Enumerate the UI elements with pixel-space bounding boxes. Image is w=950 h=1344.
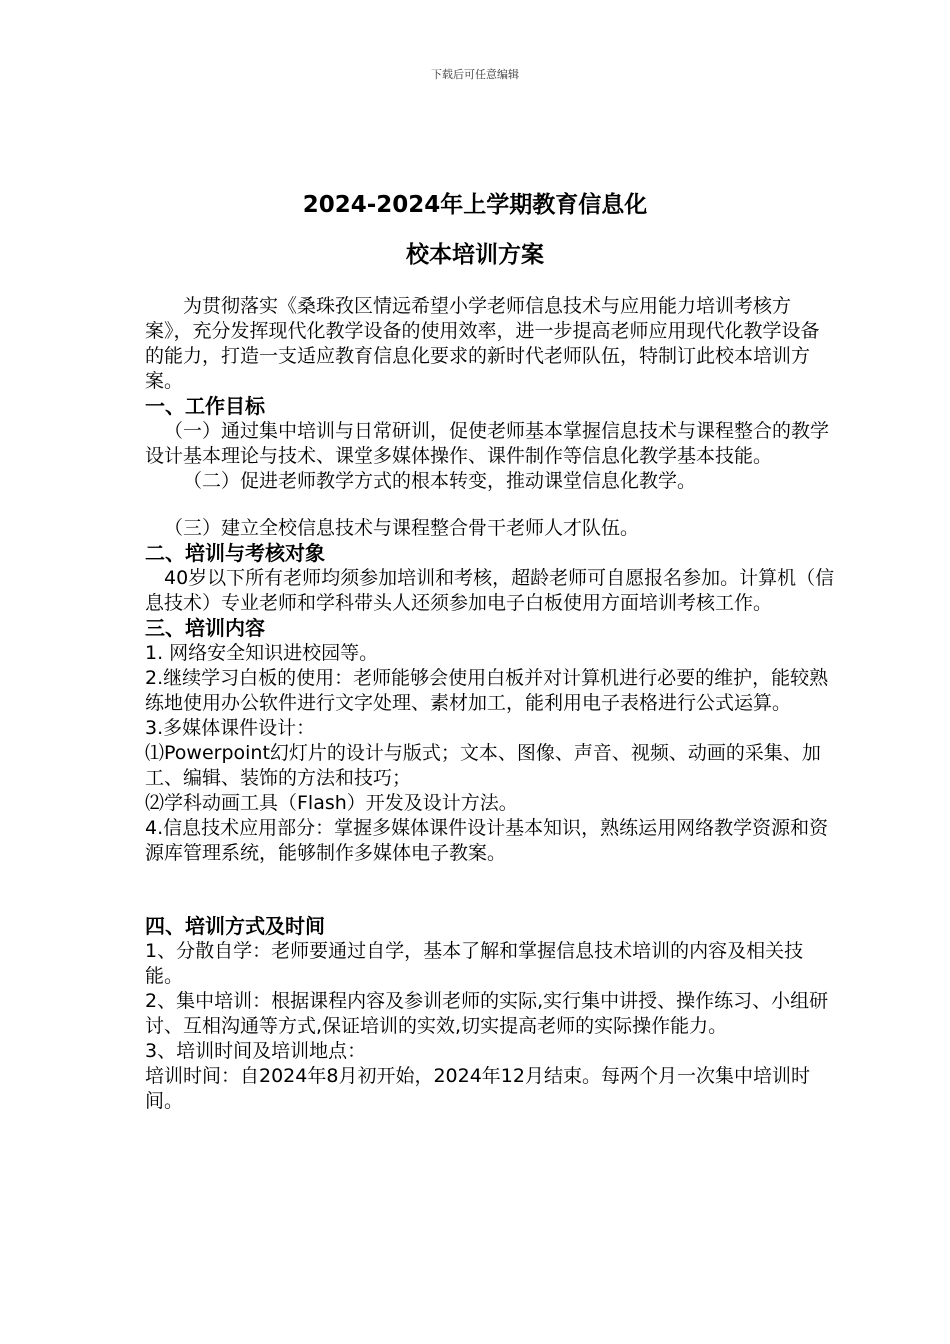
content-item-3-2: ⑵学科动画工具（Flash）开发及设计方法。 bbox=[145, 792, 518, 814]
goal-item-2: （二）促进老师教学方式的根本转变，推动课堂信息化教学。 bbox=[183, 470, 697, 492]
page-header-note: 下载后可任意编辑 bbox=[431, 68, 519, 81]
content-item-2: 2.继续学习白板的使用：老师能够会使用白板并对计算机进行必要的维护，能较熟练地使用办公软件进行文字处理、素材加工，能利用电子表格进行公式运算。 bbox=[145, 667, 829, 714]
document-body bbox=[145, 294, 835, 1114]
goal-item-3: （三）建立全校信息技术与课程整合骨干老师人才队伍。 bbox=[164, 517, 640, 539]
section-heading-goals: 一、工作目标 bbox=[145, 394, 265, 418]
content-item-1: 1. 网络安全知识进校园等。 bbox=[145, 642, 379, 664]
method-item-1: 1、分散自学：老师要通过自学，基本了解和掌握信息技术培训的内容及相关技能。 bbox=[145, 940, 804, 987]
section-heading-methods: 四、培训方式及时间 bbox=[145, 914, 325, 938]
paragraph-gap bbox=[145, 494, 835, 516]
section-gap bbox=[145, 866, 835, 914]
content-item-3: 3.多媒体课件设计： bbox=[145, 717, 316, 739]
goal-item-1: （一）通过集中培训与日常研训，促使老师基本掌握信息技术与课程整合的教学设计基本理论与技术、课堂多媒体操作、课件制作等信息化教学基本技能。 bbox=[145, 420, 830, 467]
intro-paragraph: 为贯彻落实《桑珠孜区情远希望小学老师信息技术与应用能力培训考核方案》，充分发挥现代化教学设备的使用效率，进一步提高老师应用现代化教学设备的能力，打造一支适应教育信息化要求的新时代老师队伍，特制订此校本培训方案。 bbox=[145, 295, 820, 392]
content-item-3-1: ⑴Powerpoint幻灯片的设计与版式；文本、图像、声音、视频、动画的采集、加工、编辑、装饰的方法和技巧； bbox=[145, 742, 821, 789]
section-heading-targets: 二、培训与考核对象 bbox=[145, 541, 325, 565]
section-heading-content: 三、培训内容 bbox=[145, 616, 265, 640]
method-item-3: 3、培训时间及培训地点： bbox=[145, 1040, 367, 1062]
targets-paragraph: 40岁以下所有老师均须参加培训和考核，超龄老师可自愿报名参加。计算机（信息技术）专业老师和学科带头人还须参加电子白板使用方面培训考核工作。 bbox=[145, 567, 835, 614]
method-item-2: 2、集中培训：根据课程内容及参训老师的实际,实行集中讲授、操作练习、小组研讨、互相沟通等方式,保证培训的实效,切实提高老师的实际操作能力。 bbox=[145, 990, 829, 1037]
content-item-4: 4.信息技术应用部分：掌握多媒体课件设计基本知识，熟练运用网络教学资源和资源库管理系统，能够制作多媒体电子教案。 bbox=[145, 817, 829, 864]
method-item-4: 培训时间：自2024年8月初开始，2024年12月结束。每两个月一次集中培训时间。 bbox=[145, 1065, 810, 1112]
document-title: 2024-2024年上学期教育信息化 bbox=[302, 192, 648, 218]
document-subtitle: 校本培训方案 bbox=[406, 242, 544, 268]
